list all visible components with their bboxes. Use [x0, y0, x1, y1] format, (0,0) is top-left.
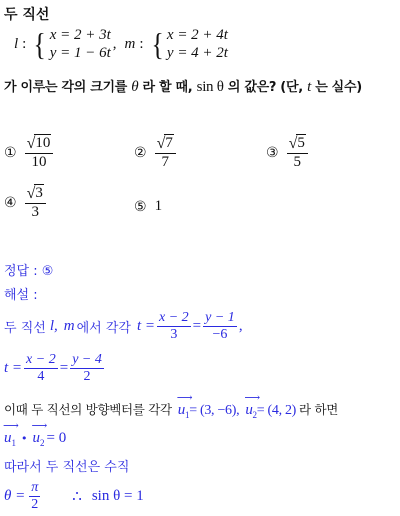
- solution-line-1: [4, 310, 243, 343]
- line-l-colon: :: [22, 35, 27, 52]
- sol6-theta: θ =: [4, 488, 26, 505]
- sol1-m: m: [63, 318, 75, 335]
- choice-4-fraction: [25, 184, 46, 221]
- system-l: [50, 26, 111, 62]
- sol2-frac1-num: x − 2: [24, 352, 58, 369]
- question-theta: θ: [131, 79, 139, 95]
- choice-5-value: 1: [154, 198, 163, 214]
- choice-1-mark: ①: [4, 144, 17, 161]
- sol1-frac1-den: 3: [170, 327, 178, 343]
- solution-line-4: [4, 430, 66, 448]
- sol2-frac2-den: 2: [83, 369, 91, 385]
- dot-u1-vector-icon: ⟶ $u_1$: [4, 430, 16, 448]
- question-post: 의 값은? (단,: [227, 80, 303, 95]
- choice-2-fraction: [155, 134, 176, 171]
- choice-3-denominator: 5: [293, 153, 301, 170]
- sqrt-icon: √: [288, 134, 298, 152]
- choice-4-denominator: 3: [31, 203, 39, 220]
- choice-1-denominator: 10: [31, 153, 47, 170]
- system-l-eq1: x = 2 + 3t: [49, 27, 111, 43]
- choice-2-radicand: 7: [165, 135, 173, 151]
- choice-3-radicand: 5: [297, 135, 305, 151]
- problem-header: 두 직선: [4, 7, 50, 23]
- question-mid: 라 할 때,: [142, 80, 193, 95]
- line-m-name: m: [124, 35, 136, 52]
- system-m-eq1: x = 2 + 4t: [166, 27, 228, 43]
- sol3-post: 라 하면: [299, 402, 339, 417]
- sol4-value: = 0: [46, 430, 67, 446]
- sol2-frac1: [24, 352, 58, 385]
- question-pre: 가 이루는 각의 크기를: [4, 80, 127, 95]
- choice-2-denominator: 7: [161, 153, 169, 170]
- question-t: t: [307, 79, 311, 95]
- question-text: [4, 76, 362, 96]
- choice-3[interactable]: [266, 134, 308, 171]
- sqrt-icon: √: [156, 134, 166, 152]
- sol3-u1-value: = (3, −6),: [189, 403, 240, 418]
- sol2-frac2-num: y − 4: [70, 352, 104, 369]
- explain-label: 해설 :: [4, 288, 38, 303]
- solution-line-3: [4, 400, 338, 420]
- system-m: [167, 26, 228, 62]
- choice-4[interactable]: [4, 184, 46, 221]
- question-sin-theta: sin θ: [196, 79, 224, 95]
- sol1-frac1-num: x − 2: [157, 310, 191, 327]
- solution-line-2: [4, 352, 104, 385]
- choice-5-mark: ⑤: [134, 198, 147, 215]
- choice-1-radicand: 10: [35, 135, 51, 151]
- choice-5[interactable]: [134, 198, 162, 215]
- brace-left-m: {: [151, 26, 164, 62]
- sol6-frac: [29, 480, 40, 513]
- brace-left-l: {: [33, 26, 47, 62]
- sol6-pi: π: [29, 480, 40, 497]
- choice-3-fraction: [287, 134, 308, 171]
- line-equations: [14, 26, 228, 62]
- u2-vector-icon: ⟶ $u_2$: [245, 402, 256, 420]
- sol1-mid: 에서 각각: [76, 321, 131, 337]
- line-l-name: l: [14, 35, 19, 52]
- sol1-t: t =: [136, 318, 155, 335]
- sqrt-icon: √: [26, 184, 36, 202]
- system-l-eq2: y = 1 − 6t: [49, 45, 111, 61]
- answer-label: 정답 : ⑤: [4, 264, 54, 279]
- choice-2-mark: ②: [134, 144, 147, 161]
- sol2-t: t =: [4, 360, 23, 377]
- sol6-sin: sin θ = 1: [91, 488, 144, 505]
- sol1-frac2-num: y − 1: [203, 310, 237, 327]
- sqrt-icon: √: [26, 134, 36, 152]
- choice-4-radicand: 3: [35, 185, 43, 201]
- sol1-equals: =: [192, 318, 202, 335]
- comma: ,: [112, 35, 117, 52]
- sol1-comma: ,: [238, 318, 243, 335]
- sol3-pre: 이때 두 직선의 방향벡터를 각각: [4, 402, 172, 417]
- dot-product-icon: •: [21, 432, 28, 445]
- sol2-equals: =: [59, 360, 69, 377]
- sol1-frac2: [203, 310, 237, 343]
- solution-line-6: [4, 480, 144, 513]
- dot-u2-vector-icon: ⟶ $u_2$: [33, 430, 45, 448]
- choice-1[interactable]: [4, 134, 53, 171]
- sol1-frac1: [157, 310, 191, 343]
- sol1-pre: 두 직선: [4, 321, 46, 337]
- line-m-colon: :: [139, 35, 144, 52]
- choice-2[interactable]: [134, 134, 176, 171]
- sol1-frac2-den: −6: [212, 327, 228, 343]
- solution-line-5: 따라서 두 직선은 수직: [4, 460, 130, 475]
- sol3-u2-value: = (4, 2): [256, 403, 297, 418]
- choice-3-mark: ③: [266, 144, 279, 161]
- question-end: 는 실수): [315, 80, 362, 95]
- choice-1-fraction: [25, 134, 54, 171]
- sol2-frac1-den: 4: [37, 369, 45, 385]
- sol2-frac2: [70, 352, 104, 385]
- u1-vector-icon: ⟶ $u_1$: [178, 402, 189, 420]
- sol1-l: l,: [49, 318, 58, 335]
- sol6-two: 2: [31, 497, 39, 513]
- choice-4-mark: ④: [4, 194, 17, 211]
- therefore-icon: ∴: [72, 489, 82, 506]
- system-m-eq2: y = 4 + 2t: [166, 45, 228, 61]
